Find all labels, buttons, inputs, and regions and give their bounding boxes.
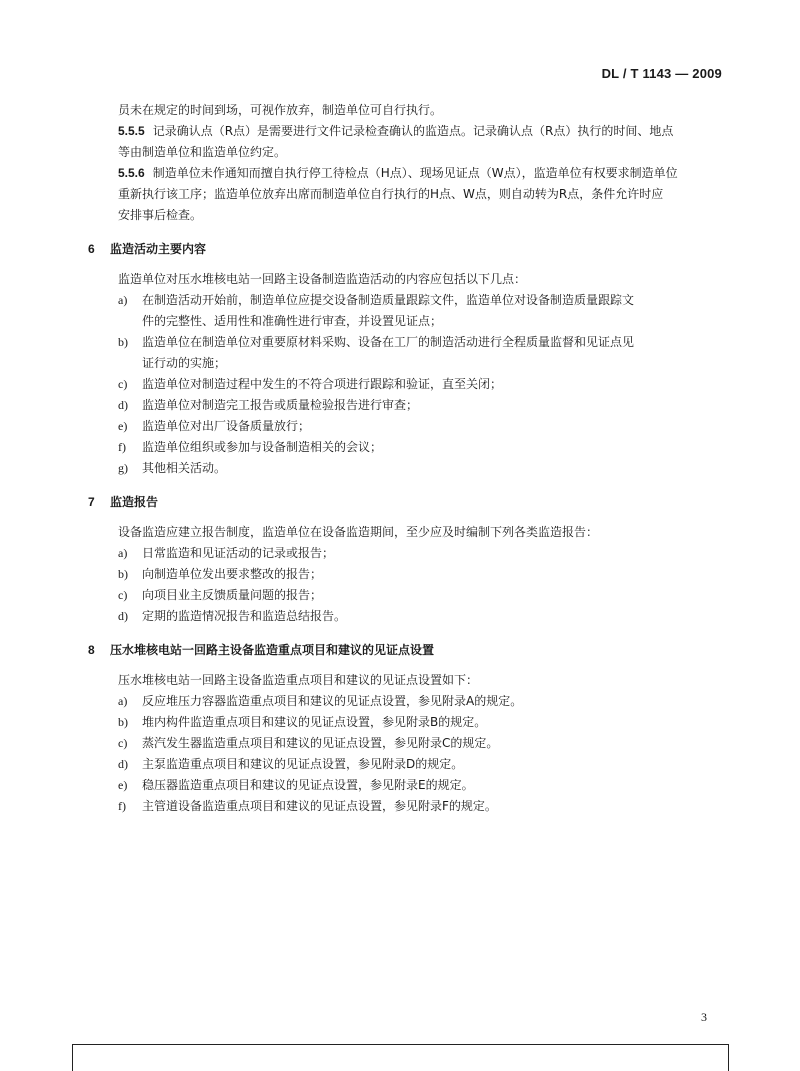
item-text: 监造单位对制造过程中发生的不符合项进行跟踪和验证，直至关闭； xyxy=(142,377,503,391)
item-text: 在制造活动开始前，制造单位应提交设备制造质量跟踪文件，监造单位对设备制造质量跟踪文 xyxy=(142,293,635,307)
list-item xyxy=(118,458,730,479)
clause-text: 制造单位未作通知而擅自执行停工待检点（H点）、现场见证点（W点），监造单位有权要求制造单位 xyxy=(152,166,678,180)
item-label: d) xyxy=(118,398,128,412)
item-text: 堆内构件监造重点项目和建议的见证点设置，参见附录B的规定。 xyxy=(142,715,487,729)
clause-text: 安排事后检查。 xyxy=(118,208,203,222)
list-item xyxy=(118,691,730,712)
list-item xyxy=(118,754,730,775)
item-label: b) xyxy=(118,715,128,729)
item-text: 定期的监造情况报告和监造总结报告。 xyxy=(142,609,347,623)
item-label: c) xyxy=(118,377,128,391)
item-text: 监造单位对制造完工报告或质量检验报告进行审查； xyxy=(142,398,419,412)
list-item xyxy=(118,564,730,585)
item-label: a) xyxy=(118,293,128,307)
list-item xyxy=(118,290,730,332)
item-text: 主管道设备监造重点项目和建议的见证点设置，参见附录F的规定。 xyxy=(142,799,497,813)
clause-number: 5.5.6 xyxy=(118,166,145,180)
item-text: 监造单位对出厂设备质量放行； xyxy=(142,419,311,433)
list-item xyxy=(118,796,730,817)
item-text: 蒸汽发生器监造重点项目和建议的见证点设置，参见附录C的规定。 xyxy=(142,736,499,750)
item-label: e) xyxy=(118,419,128,433)
list-section-8 xyxy=(118,691,730,817)
section-number: 6 xyxy=(88,242,95,256)
page-content xyxy=(88,100,730,817)
item-label: d) xyxy=(118,757,128,771)
item-label: a) xyxy=(118,694,128,708)
section-title: 监造活动主要内容 xyxy=(110,242,207,256)
item-text: 其他相关活动。 xyxy=(142,461,227,475)
section-intro: 压水堆核电站一回路主设备监造重点项目和建议的见证点设置如下： xyxy=(118,673,479,687)
item-label: f) xyxy=(118,799,126,813)
list-item xyxy=(118,395,730,416)
item-text: 反应堆压力容器监造重点项目和建议的见证点设置，参见附录A的规定。 xyxy=(142,694,523,708)
page-number: 3 xyxy=(701,1010,707,1024)
item-text: 件的完整性、适用性和准确性进行审查，并设置见证点； xyxy=(142,314,443,328)
item-text: 主泵监造重点项目和建议的见证点设置，参见附录D的规定。 xyxy=(142,757,464,771)
item-label: e) xyxy=(118,778,128,792)
list-section-7 xyxy=(118,543,730,627)
list-item xyxy=(118,733,730,754)
item-text: 监造单位在制造单位对重要原材料采购、设备在工厂的制造活动进行全程质量监督和见证点见 xyxy=(142,335,635,349)
item-label: a) xyxy=(118,546,128,560)
list-item xyxy=(118,543,730,564)
item-text: 日常监造和见证活动的记录或报告； xyxy=(142,546,335,560)
clause-5-5-6 xyxy=(118,163,730,226)
list-item xyxy=(118,416,730,437)
item-text: 稳压器监造重点项目和建议的见证点设置，参见附录E的规定。 xyxy=(142,778,474,792)
list-item xyxy=(118,775,730,796)
item-label: c) xyxy=(118,736,128,750)
list-item xyxy=(118,606,730,627)
section-title: 监造报告 xyxy=(110,495,159,509)
section-heading-6 xyxy=(88,239,730,260)
item-label: b) xyxy=(118,567,128,581)
item-label: g) xyxy=(118,461,128,475)
list-item xyxy=(118,585,730,606)
section-intro: 设备监造应建立报告制度，监造单位在设备监造期间，至少应及时编制下列各类监造报告： xyxy=(118,525,599,539)
continuation-line: 员未在规定的时间到场，可视作放弃，制造单位可自行执行。 xyxy=(118,103,443,117)
list-item xyxy=(118,332,730,374)
section-heading-8 xyxy=(88,640,730,661)
page-bottom-border xyxy=(72,1044,729,1071)
section-number: 8 xyxy=(88,643,95,657)
clause-text: 重新执行该工序；监造单位放弃出席而制造单位自行执行的H点、W点，则自动转为R点，条件允许时应 xyxy=(118,187,664,201)
section-heading-7 xyxy=(88,492,730,513)
section-intro: 监造单位对压水堆核电站一回路主设备制造监造活动的内容应包括以下几点： xyxy=(118,272,527,286)
list-item xyxy=(118,374,730,395)
item-label: c) xyxy=(118,588,128,602)
clause-text: 等由制造单位和监造单位约定。 xyxy=(118,145,287,159)
item-text: 监造单位组织或参加与设备制造相关的会议； xyxy=(142,440,383,454)
clause-text: 记录确认点（R点）是需要进行文件记录检查确认的监造点。记录确认点（R点）执行的时间、地点 xyxy=(152,124,674,138)
clause-number: 5.5.5 xyxy=(118,124,145,138)
section-number: 7 xyxy=(88,495,95,509)
list-section-6 xyxy=(118,290,730,479)
item-text: 向项目业主反馈质量问题的报告； xyxy=(142,588,323,602)
item-label: b) xyxy=(118,335,128,349)
list-item xyxy=(118,437,730,458)
clause-5-5-5 xyxy=(118,121,730,163)
list-item xyxy=(118,712,730,733)
item-text: 向制造单位发出要求整改的报告； xyxy=(142,567,323,581)
standard-code: DL / T 1143 — 2009 xyxy=(601,66,722,81)
item-text: 证行动的实施； xyxy=(142,356,227,370)
item-label: d) xyxy=(118,609,128,623)
item-label: f) xyxy=(118,440,126,454)
section-title: 压水堆核电站一回路主设备监造重点项目和建议的见证点设置 xyxy=(110,643,435,657)
